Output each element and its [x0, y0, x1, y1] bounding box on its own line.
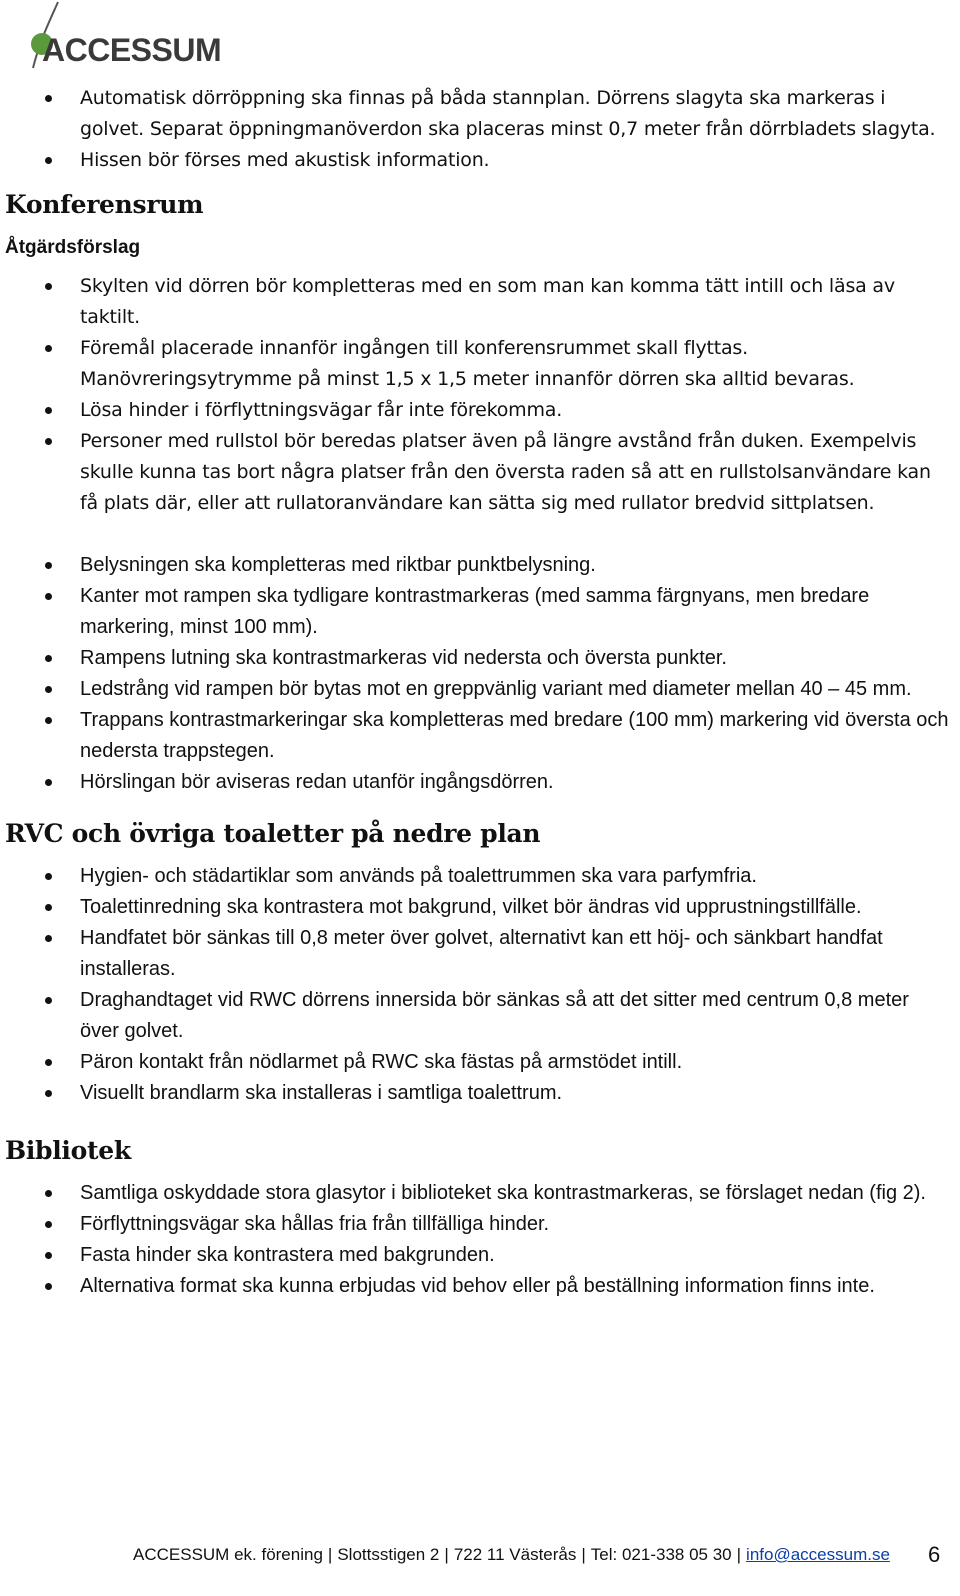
logo-graphic	[0, 0, 270, 80]
footer-separator: |	[444, 1545, 449, 1564]
list-item: Belysningen ska kompletteras med riktbar punktbelysning.	[5, 550, 950, 581]
konferensrum-bullet-list-b	[5, 550, 950, 798]
footer-separator: |	[327, 1545, 333, 1564]
page-number: 6	[928, 1542, 941, 1567]
accessum-logo	[0, 0, 270, 80]
list-item: Föremål placerade innanför ingången till konferensrummet skall flyttas. Manövreringsytrymme på minst 1,5 x 1,5 meter innanför dörren ska alltid bevaras.	[5, 333, 950, 395]
page-footer	[0, 1540, 960, 1570]
footer-email-link[interactable]: info@accessum.se	[746, 1545, 890, 1564]
list-item: Alternativa format ska kunna erbjudas vid behov eller på beställning information finns inte.	[5, 1271, 950, 1302]
page-content	[5, 82, 950, 1302]
footer-postal: 722 11 Västerås	[453, 1545, 577, 1564]
list-item: Handfatet bör sänkas till 0,8 meter över golvet, alternativt kan ett höj- och sänkbart handfat installeras.	[5, 923, 950, 985]
list-item: Trappans kontrastmarkeringar ska kompletteras med bredare (100 mm) markering vid översta och nedersta trappstegen.	[5, 705, 950, 767]
footer-separator: |	[581, 1545, 586, 1564]
list-item: Visuellt brandlarm ska installeras i samtliga toalettrum.	[5, 1078, 950, 1109]
list-item: Ledstrång vid rampen bör bytas mot en greppvänlig variant med diameter mellan 40 – 45 mm.	[5, 674, 950, 705]
footer-address: Slottsstigen 2	[337, 1545, 440, 1564]
footer-phone: Tel: 021-338 05 30	[590, 1545, 732, 1564]
konferensrum-bullet-list-a	[5, 271, 950, 519]
footer-separator: |	[736, 1545, 742, 1564]
list-item: Förflyttningsvägar ska hållas fria från tillfälliga hinder.	[5, 1209, 950, 1240]
list-item: Kanter mot rampen ska tydligare kontrastmarkeras (med samma färgnyans, men bredare markering, minst 100 mm).	[5, 581, 950, 643]
list-item: Hörslingan bör aviseras redan utanför ingångsdörren.	[5, 767, 950, 798]
list-item: Automatisk dörröppning ska finnas på båda stannplan. Dörrens slagyta ska markeras i golvet. Separat öppningmanöverdon ska placeras minst 0,7 meter från dörrbladets slagyta.	[5, 83, 950, 145]
section-title-bibliotek: Bibliotek	[5, 1136, 131, 1165]
section-title-konferensrum: Konferensrum	[5, 190, 204, 219]
list-item: Rampens lutning ska kontrastmarkeras vid nedersta och översta punkter.	[5, 643, 950, 674]
footer-contact-line	[133, 1545, 890, 1565]
list-item: Samtliga oskyddade stora glasytor i biblioteket ska kontrastmarkeras, se förslaget nedan (fig 2).	[5, 1178, 950, 1209]
list-item: Skylten vid dörren bör kompletteras med en som man kan komma tätt intill och läsa av taktilt.	[5, 271, 950, 333]
rvc-bullet-list	[5, 861, 950, 1109]
subtitle-atgardsforslag: Åtgärdsförslag	[5, 237, 141, 258]
logo-text: ACCESSUM	[42, 32, 222, 68]
list-item: Lösa hinder i förflyttningsvägar får inte förekomma.	[5, 395, 950, 426]
list-item: Fasta hinder ska kontrastera med bakgrunden.	[5, 1240, 950, 1271]
list-item: Personer med rullstol bör beredas platser även på längre avstånd från duken. Exempelvis skulle kunna tas bort några platser från den översta raden så att en rullstolsanvändare kan få plats där, eller att rullatoranvändare kan sätta sig med rullator bredvid sittplatsen.	[5, 426, 950, 519]
list-item: Hygien- och städartiklar som används på toalettrummen ska vara parfymfria.	[5, 861, 950, 892]
section-title-rvc: RVC och övriga toaletter på nedre plan	[5, 819, 541, 848]
footer-org: ACCESSUM ek. förening	[133, 1545, 323, 1564]
list-item: Hissen bör förses med akustisk information.	[5, 145, 950, 176]
list-item: Päron kontakt från nödlarmet på RWC ska fästas på armstödet intill.	[5, 1047, 950, 1078]
list-item: Toalettinredning ska kontrastera mot bakgrund, vilket bör ändras vid upprustningstillfälle.	[5, 892, 950, 923]
intro-bullet-list	[5, 83, 950, 176]
list-item: Draghandtaget vid RWC dörrens innersida bör sänkas så att det sitter med centrum 0,8 meter över golvet.	[5, 985, 950, 1047]
bibliotek-bullet-list	[5, 1178, 950, 1302]
